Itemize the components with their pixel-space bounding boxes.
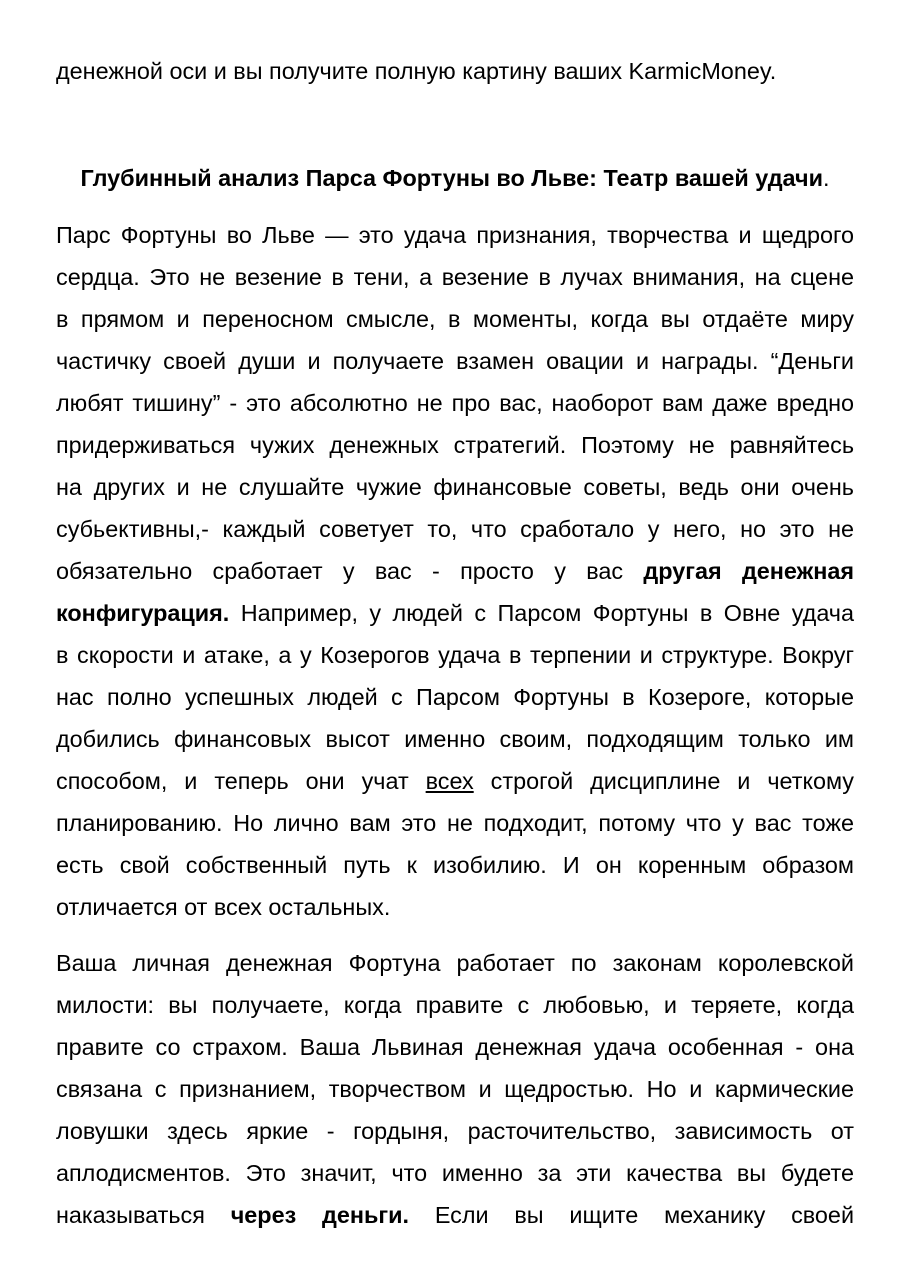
bold-phrase: через деньги.	[230, 1202, 410, 1228]
p1-line	[56, 598, 854, 628]
underlined-word: всех	[425, 768, 474, 794]
p1-line: Парс Фортуны во Льве — это удача признания, творчества и щедрого	[56, 222, 854, 248]
p1-line: есть свой собственный путь к изобилию. И он коренным образом	[56, 852, 854, 878]
p1-line	[56, 556, 854, 586]
p1-line: любят тишину” - это абсолютно не про вас, наоборот вам даже вредно	[56, 390, 854, 416]
bold-phrase: другая денежная	[643, 558, 854, 584]
p1-text: строгой дисциплине и четкому	[490, 768, 855, 794]
p2-line: правите со страхом. Ваша Львиная денежная удача особенная - она	[56, 1034, 854, 1060]
p2-line: Ваша личная денежная Фортуна работает по законам королевской	[56, 950, 854, 976]
p1-line: в прямом и переносном смысле, в моменты, когда вы отдаёте миру	[56, 306, 854, 332]
heading-period: .	[822, 165, 830, 191]
p2-line	[56, 1200, 854, 1230]
p1-line: придерживаться чужих денежных стратегий. Поэтому не равняйтесь	[56, 432, 854, 458]
p1-line	[56, 766, 854, 796]
p1-text: обязательно сработает у вас - просто у вас	[56, 558, 624, 584]
p1-line: отличается от всех остальных.	[56, 894, 391, 920]
p1-line: добились финансовых высот именно своим, подходящим только им	[56, 726, 854, 752]
p1-line: частичку своей души и получаете взамен овации и награды. “Деньги	[56, 348, 854, 374]
p1-text: способом, и теперь они учат	[56, 768, 409, 794]
p2-text: наказываться	[56, 1202, 205, 1228]
p1-line: субьективны,- каждый советует то, что сработало у него, но это не	[56, 516, 854, 542]
p2-line: ловушки здесь яркие - гордыня, расточительство, зависимость от	[56, 1118, 854, 1144]
p2-line: милости: вы получаете, когда правите с любовью, и теряете, когда	[56, 992, 854, 1018]
p1-line: в скорости и атаке, а у Козерогов удача в терпении и структуре. Вокруг	[56, 642, 854, 668]
p1-line: сердца. Это не везение в тени, а везение в лучах внимания, на сцене	[56, 264, 854, 290]
p1-line: планированию. Но лично вам это не подходит, потому что у вас тоже	[56, 810, 854, 836]
p2-text: Если вы ищите механику своей	[434, 1202, 855, 1228]
top-fragment: денежной оси и вы получите полную картину ваших KarmicMoney.	[56, 58, 777, 84]
p1-line: на других и не слушайте чужие финансовые советы, ведь они очень	[56, 474, 854, 500]
p1-line: нас полно успешных людей с Парсом Фортуны в Козероге, которые	[56, 684, 854, 710]
p2-line: аплодисментов. Это значит, что именно за эти качества вы будете	[56, 1160, 854, 1186]
p2-line: связана с признанием, творчеством и щедростью. Но и кармические	[56, 1076, 854, 1102]
bold-phrase: конфигурация.	[56, 600, 230, 626]
p1-text: Например, у людей с Парсом Фортуны в Овне удача	[240, 600, 855, 626]
section-heading	[56, 163, 854, 193]
heading-text: Глубинный анализ Парса Фортуны во Льве: Театр вашей удачи	[80, 165, 823, 191]
